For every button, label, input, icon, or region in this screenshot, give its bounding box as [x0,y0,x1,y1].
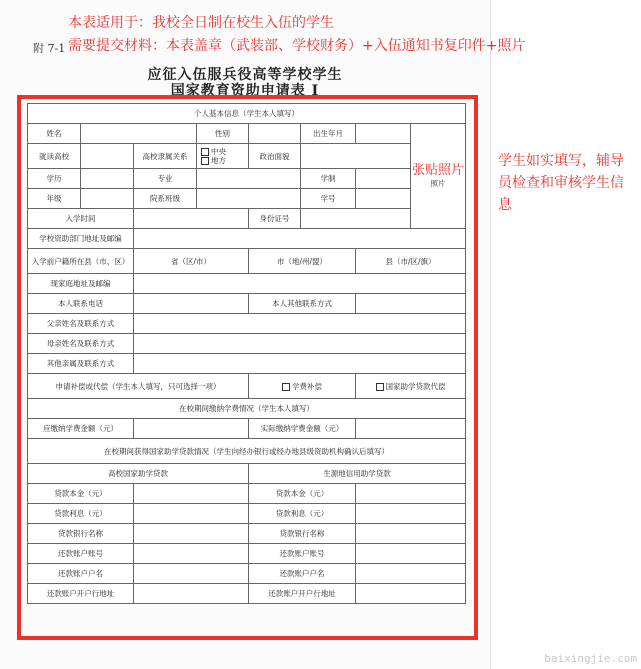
label-political: 政治面貌 [249,144,301,169]
affiliation-options[interactable] [197,144,249,169]
field-province[interactable]: 省（区/市） [134,249,249,274]
field-birth[interactable] [356,124,411,144]
label-name: 姓名 [28,124,81,144]
field-grade[interactable] [81,189,134,209]
field-origin-repay-name[interactable] [356,564,466,584]
label-tuition-due: 应缴纳学费金额（元） [28,419,134,439]
section-tuition-header: 在校期间缴纳学费情况（学生本人填写） [28,399,466,419]
field-campus-repay-account[interactable] [134,544,249,564]
checkbox-icon[interactable] [201,148,209,156]
label-home-address: 现家庭地址及邮编 [28,274,134,294]
label-household: 入学前户籍所在县（市、区） [28,249,134,274]
field-major[interactable] [197,169,301,189]
field-city[interactable]: 市（地/州/盟） [249,249,356,274]
field-phone[interactable] [134,294,249,314]
label-campus-repay-name: 还款账户户名 [28,564,134,584]
field-name[interactable] [81,124,197,144]
field-campus-bank[interactable] [134,524,249,544]
field-duration[interactable] [356,169,411,189]
field-origin-interest[interactable] [356,504,466,524]
field-campus-interest[interactable] [134,504,249,524]
label-origin-interest: 贷款利息（元） [249,504,356,524]
label-department-class: 院系班级 [134,189,197,209]
field-aid-dept-address[interactable] [134,229,466,249]
label-education: 学历 [28,169,81,189]
label-duration: 学制 [301,169,356,189]
field-origin-principal[interactable] [356,484,466,504]
checkbox-icon[interactable] [376,383,384,391]
label-origin-bank: 贷款银行名称 [249,524,356,544]
label-grade: 年级 [28,189,81,209]
option-local[interactable]: 地方 [201,156,248,165]
label-campus-repay-account: 还款账户账号 [28,544,134,564]
field-mother[interactable] [134,334,466,354]
checkbox-icon[interactable] [282,383,290,391]
option-tuition-comp[interactable]: 学费补偿 [249,374,356,399]
label-id-number: 身份证号 [249,209,301,229]
field-campus-principal[interactable] [134,484,249,504]
label-gender: 性别 [197,124,249,144]
origin-loan-header: 生源地信用助学贷款 [249,464,466,484]
label-enroll-date: 入学时间 [28,209,134,229]
form-title-line1: 应征入伍服兵役高等学校学生 [147,67,343,83]
field-tuition-due[interactable] [134,419,249,439]
label-apply-type: 申请补偿或代偿（学生本人填写，只可选择一项） [28,374,249,399]
label-origin-repay-account: 还款账户账号 [249,544,356,564]
label-campus-principal: 贷款本金（元） [28,484,134,504]
field-id-number[interactable] [301,209,411,229]
label-origin-repay-bank: 还款账户开户行地址 [249,584,356,604]
label-affiliation: 高校隶属关系 [134,144,197,169]
label-father: 父亲姓名及联系方式 [28,314,134,334]
label-birth: 出生年月 [301,124,356,144]
label-phone: 本人联系电话 [28,294,134,314]
label-campus-bank: 贷款银行名称 [28,524,134,544]
label-campus-interest: 贷款利息（元） [28,504,134,524]
section-loan-header: 在校期间获得国家助学贷款情况（学生向经办银行或经办地县级资助机构确认后填写） [28,439,466,464]
field-department-class[interactable] [197,189,301,209]
option-central[interactable]: 中央 [201,147,248,156]
label-relatives: 其他亲属及联系方式 [28,354,134,374]
appendix-label: 附 7-1 [33,42,66,55]
label-major: 专业 [134,169,197,189]
photo-sub-label: 照片 [430,179,446,188]
field-origin-repay-account[interactable] [356,544,466,564]
field-relatives[interactable] [134,354,466,374]
checkbox-icon[interactable] [201,157,209,165]
applicability-note: 本表适用于：我校全日制在校生入伍的学生 [68,15,334,31]
field-school[interactable] [81,144,134,169]
field-campus-repay-bank[interactable] [134,584,249,604]
field-political[interactable] [301,144,411,169]
label-campus-repay-bank: 还款账户开户行地址 [28,584,134,604]
application-form-table [27,103,466,604]
field-gender[interactable] [249,124,301,144]
required-materials-note: 需要提交材料：本表盖章（武装部、学校财务）+入伍通知书复印件+照片 [68,38,526,54]
label-mother: 母亲姓名及联系方式 [28,334,134,354]
section-personal-header: 个人基本信息（学生本人填写） [28,104,466,124]
label-aid-dept-address: 学校资助部门地址及邮编 [28,229,134,249]
field-father[interactable] [134,314,466,334]
watermark: baixingjie.com [544,652,637,665]
label-school: 就读高校 [28,144,81,169]
field-student-id[interactable] [356,189,411,209]
option-loan-comp[interactable]: 国家助学贷款代偿 [356,374,466,399]
label-other-contact: 本人其他联系方式 [249,294,356,314]
label-tuition-paid: 实际缴纳学费金额（元） [249,419,356,439]
field-county[interactable]: 县（市/区/旗） [356,249,466,274]
field-home-address[interactable] [134,274,466,294]
form-title-line2: 国家教育资助申请表 I [170,83,320,99]
field-origin-bank[interactable] [356,524,466,544]
field-enroll-date[interactable] [134,209,249,229]
campus-loan-header: 高校国家助学贷款 [28,464,249,484]
photo-label: 张贴照片 [411,163,464,178]
photo-box[interactable] [411,124,466,229]
label-origin-principal: 贷款本金（元） [249,484,356,504]
label-student-id: 学号 [301,189,356,209]
field-education[interactable] [81,169,134,189]
field-tuition-paid[interactable] [356,419,466,439]
label-origin-repay-name: 还款账户户名 [249,564,356,584]
field-origin-repay-bank[interactable] [356,584,466,604]
field-other-contact[interactable] [356,294,466,314]
side-annotation: 学生如实填写，辅导员检查和审核学生信息 [498,153,624,213]
field-campus-repay-name[interactable] [134,564,249,584]
